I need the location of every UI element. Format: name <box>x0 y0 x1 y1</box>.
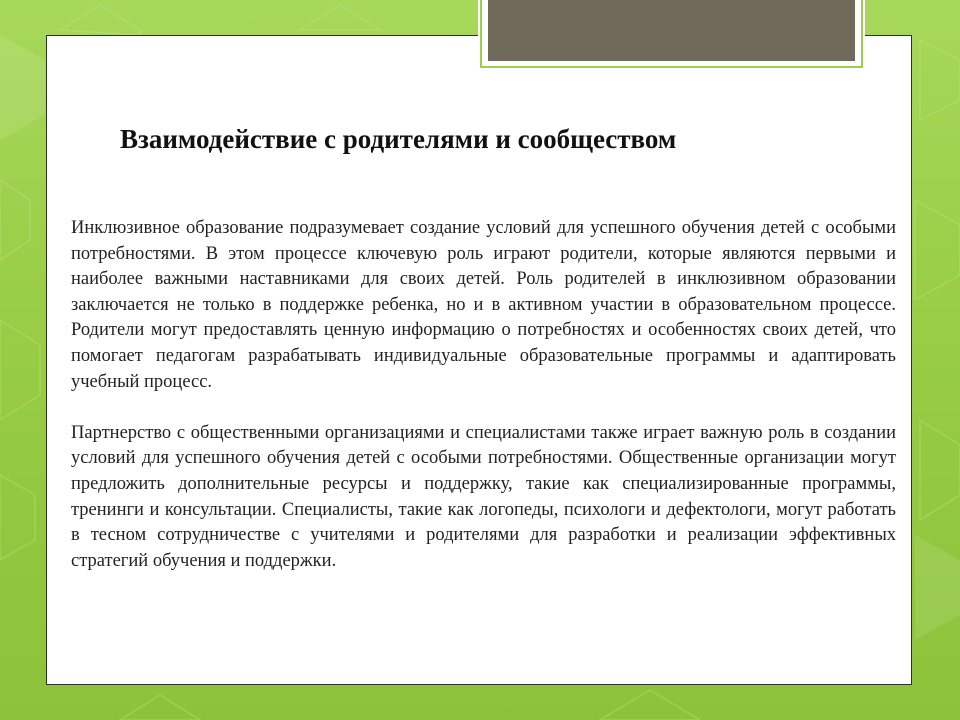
paragraph-partnership: Партнерство с общественными организациями и специалистами также играет важную роль в создании условий для успешного обучения детей с особыми потребностями. Общественные организации могут предложить дополнительные ресурсы и поддержку, такие как специализированные программы, тренинги и консультации. Специалисты, такие как логопеды, психологи и дефектологи, могут работать в тесном сотрудничестве с учителями и родителями для разработки и реализации эффективных стратегий обучения и поддержки. <box>71 422 896 571</box>
paragraph-parents: Инклюзивное образование подразумевает создание условий для успешного обучения детей с особыми потребностями. В этом процессе ключевую роль играют родители, которые являются первыми и наиболее важными наставниками для своих детей. Роль родителей в инклюзивном образовании заключается не только в поддержке ребенка, но и в активном участии в образовательном процессе. Родители могут предоставлять ценную информацию о потребностях и особенностях своих детей, что помогает педагогам разрабатывать индивидуальные образовательные программы и адаптировать учебный процесс. <box>71 218 896 392</box>
slide-title: Взаимодействие с родителями и сообществом <box>120 124 677 154</box>
top-decoration-box <box>488 0 855 61</box>
slide-body <box>71 216 896 574</box>
